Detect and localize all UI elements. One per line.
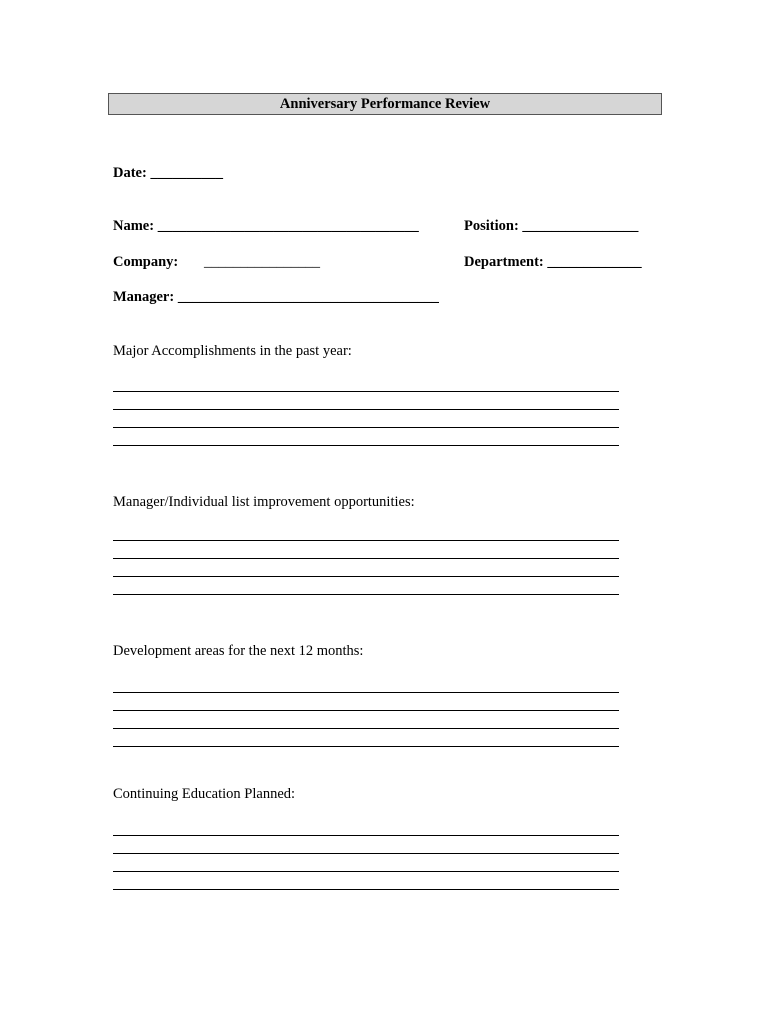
name-field[interactable]: Name: ____________________________________ [113,218,419,234]
date-field[interactable]: Date: __________ [113,165,223,181]
education-line[interactable] [113,889,619,890]
accomplishments-line[interactable] [113,391,619,392]
development-line[interactable] [113,692,619,693]
improvement-line[interactable] [113,576,619,577]
improvement-line[interactable] [113,540,619,541]
education-line[interactable] [113,853,619,854]
company-label: Company: [113,254,179,270]
manager-field[interactable]: Manager: ____________________________________ [113,289,439,305]
company-field[interactable]: ________________ [204,254,320,270]
education-line[interactable] [113,871,619,872]
department-field[interactable]: Department: _____________ [464,254,642,270]
development-line[interactable] [113,746,619,747]
accomplishments-line[interactable] [113,445,619,446]
improvement-line[interactable] [113,594,619,595]
education-line[interactable] [113,835,619,836]
position-field[interactable]: Position: ________________ [464,218,639,234]
accomplishments-heading: Major Accomplishments in the past year: [113,343,352,359]
form-title: Anniversary Performance Review [108,93,662,115]
development-line[interactable] [113,728,619,729]
improvement-line[interactable] [113,558,619,559]
education-heading: Continuing Education Planned: [113,786,296,802]
accomplishments-line[interactable] [113,427,619,428]
development-heading: Development areas for the next 12 months: [113,643,364,659]
improvement-heading: Manager/Individual list improvement opportunities: [113,494,415,510]
development-line[interactable] [113,710,619,711]
accomplishments-line[interactable] [113,409,619,410]
